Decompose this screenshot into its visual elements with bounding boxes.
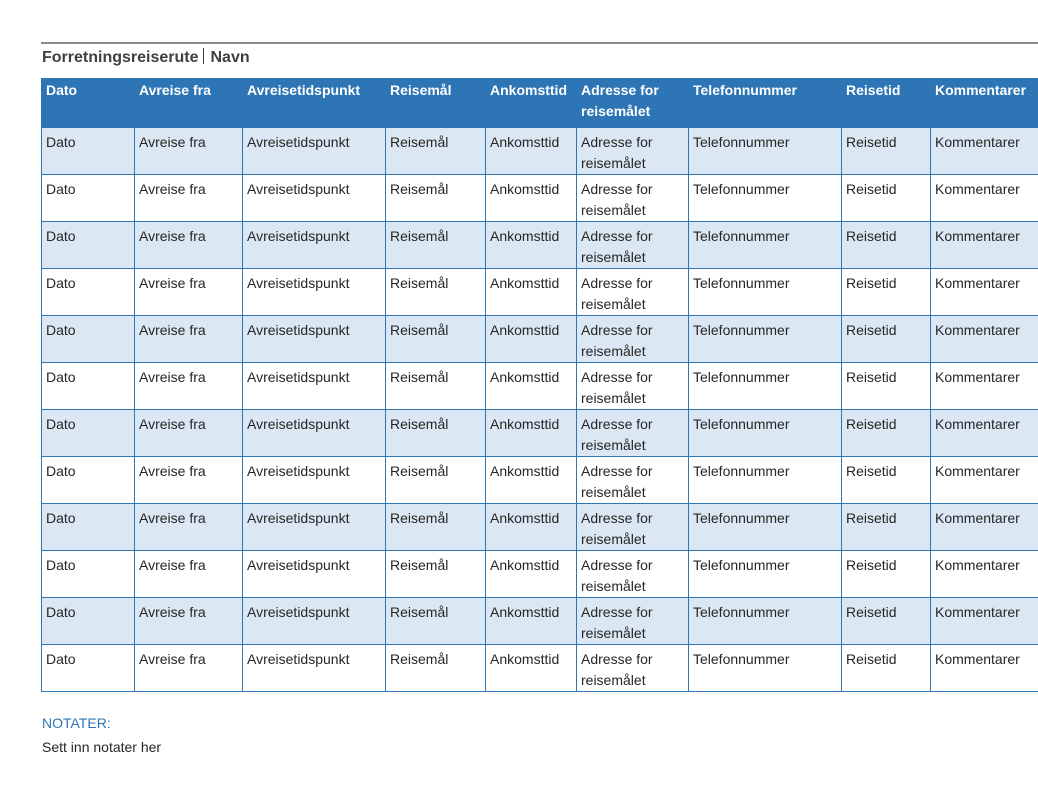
table-cell-destination-address[interactable]: Adresse for reisemålet <box>577 128 689 175</box>
table-cell-destination-address[interactable]: Adresse for reisemålet <box>577 410 689 457</box>
table-cell-destination-address[interactable]: Adresse for reisemålet <box>577 645 689 692</box>
table-cell-departure[interactable]: Avreise fra <box>135 128 243 175</box>
table-cell-departure[interactable]: Avreise fra <box>135 175 243 222</box>
table-cell-destination-address[interactable]: Adresse for reisemålet <box>577 457 689 504</box>
title-separator <box>203 48 204 64</box>
table-cell-arrival-time[interactable]: Ankomsttid <box>486 316 577 363</box>
table-cell-date[interactable]: Dato <box>42 645 135 692</box>
table-cell-date[interactable]: Dato <box>42 363 135 410</box>
table-cell-destination-address[interactable]: Adresse for reisemålet <box>577 363 689 410</box>
table-cell-departure-time[interactable]: Avreisetidspunkt <box>243 269 386 316</box>
table-cell-comments[interactable]: Kommentarer <box>931 504 1038 551</box>
table-cell-phone[interactable]: Telefonnummer <box>689 222 842 269</box>
table-cell-date[interactable]: Dato <box>42 269 135 316</box>
table-cell-travel-time[interactable]: Reisetid <box>842 551 931 598</box>
table-row <box>42 598 1038 645</box>
table-cell-date[interactable]: Dato <box>42 316 135 363</box>
table-cell-phone[interactable]: Telefonnummer <box>689 316 842 363</box>
table-cell-destination[interactable]: Reisemål <box>386 504 486 551</box>
table-cell-destination[interactable]: Reisemål <box>386 128 486 175</box>
table-cell-phone[interactable]: Telefonnummer <box>689 128 842 175</box>
table-cell-arrival-time[interactable]: Ankomsttid <box>486 504 577 551</box>
table-cell-destination-address[interactable]: Adresse for reisemålet <box>577 269 689 316</box>
table-cell-arrival-time[interactable]: Ankomsttid <box>486 598 577 645</box>
table-cell-departure[interactable]: Avreise fra <box>135 551 243 598</box>
table-cell-comments[interactable]: Kommentarer <box>931 316 1038 363</box>
column-header-destination-address: Adresse for reisemålet <box>577 79 689 128</box>
table-cell-date[interactable]: Dato <box>42 457 135 504</box>
name-field[interactable]: Navn <box>210 49 250 66</box>
table-cell-departure[interactable]: Avreise fra <box>135 598 243 645</box>
column-header-destination: Reisemål <box>386 79 486 128</box>
table-cell-destination[interactable]: Reisemål <box>386 175 486 222</box>
table-cell-destination[interactable]: Reisemål <box>386 222 486 269</box>
table-cell-arrival-time[interactable]: Ankomsttid <box>486 363 577 410</box>
table-cell-travel-time[interactable]: Reisetid <box>842 598 931 645</box>
table-cell-date[interactable]: Dato <box>42 504 135 551</box>
table-cell-arrival-time[interactable]: Ankomsttid <box>486 645 577 692</box>
column-header-departure: Avreise fra <box>135 79 243 128</box>
table-cell-destination-address[interactable]: Adresse for reisemålet <box>577 222 689 269</box>
table-cell-date[interactable]: Dato <box>42 410 135 457</box>
table-cell-departure[interactable]: Avreise fra <box>135 410 243 457</box>
table-cell-destination[interactable]: Reisemål <box>386 363 486 410</box>
table-cell-comments[interactable]: Kommentarer <box>931 269 1038 316</box>
table-cell-departure-time[interactable]: Avreisetidspunkt <box>243 551 386 598</box>
table-row <box>42 128 1038 175</box>
table-cell-travel-time[interactable]: Reisetid <box>842 410 931 457</box>
table-cell-date[interactable]: Dato <box>42 551 135 598</box>
table-cell-departure-time[interactable]: Avreisetidspunkt <box>243 128 386 175</box>
table-cell-travel-time[interactable]: Reisetid <box>842 269 931 316</box>
table-cell-destination[interactable]: Reisemål <box>386 410 486 457</box>
table-cell-departure[interactable]: Avreise fra <box>135 645 243 692</box>
table-cell-destination[interactable]: Reisemål <box>386 598 486 645</box>
table-cell-phone[interactable]: Telefonnummer <box>689 410 842 457</box>
table-row <box>42 175 1038 222</box>
table-cell-phone[interactable]: Telefonnummer <box>689 598 842 645</box>
column-header-arrival-time: Ankomsttid <box>486 79 577 128</box>
table-cell-arrival-time[interactable]: Ankomsttid <box>486 269 577 316</box>
table-cell-comments[interactable]: Kommentarer <box>931 128 1038 175</box>
table-cell-departure-time[interactable]: Avreisetidspunkt <box>243 410 386 457</box>
table-cell-destination[interactable]: Reisemål <box>386 457 486 504</box>
table-cell-comments[interactable]: Kommentarer <box>931 457 1038 504</box>
table-cell-departure[interactable]: Avreise fra <box>135 269 243 316</box>
table-row <box>42 457 1038 504</box>
table-cell-phone[interactable]: Telefonnummer <box>689 551 842 598</box>
table-cell-travel-time[interactable]: Reisetid <box>842 363 931 410</box>
table-cell-departure-time[interactable]: Avreisetidspunkt <box>243 175 386 222</box>
table-cell-arrival-time[interactable]: Ankomsttid <box>486 175 577 222</box>
table-cell-comments[interactable]: Kommentarer <box>931 363 1038 410</box>
table-cell-comments[interactable]: Kommentarer <box>931 410 1038 457</box>
table-cell-arrival-time[interactable]: Ankomsttid <box>486 128 577 175</box>
table-cell-date[interactable]: Dato <box>42 128 135 175</box>
table-row <box>42 363 1038 410</box>
table-cell-travel-time[interactable]: Reisetid <box>842 645 931 692</box>
title-rule <box>41 42 1038 44</box>
title-text[interactable]: Forretningsreiserute <box>42 49 199 66</box>
table-cell-destination-address[interactable]: Adresse for reisemålet <box>577 551 689 598</box>
table-row <box>42 316 1038 363</box>
table-cell-departure[interactable]: Avreise fra <box>135 316 243 363</box>
table-cell-arrival-time[interactable]: Ankomsttid <box>486 551 577 598</box>
table-cell-comments[interactable]: Kommentarer <box>931 551 1038 598</box>
itinerary-table <box>41 78 1038 692</box>
table-cell-arrival-time[interactable]: Ankomsttid <box>486 410 577 457</box>
column-header-phone: Telefonnummer <box>689 79 842 128</box>
table-cell-date[interactable]: Dato <box>42 222 135 269</box>
table-cell-destination-address[interactable]: Adresse for reisemålet <box>577 598 689 645</box>
table-cell-destination[interactable]: Reisemål <box>386 316 486 363</box>
table-cell-phone[interactable]: Telefonnummer <box>689 457 842 504</box>
table-row <box>42 551 1038 598</box>
table-cell-destination[interactable]: Reisemål <box>386 645 486 692</box>
table-cell-departure-time[interactable]: Avreisetidspunkt <box>243 504 386 551</box>
header-row <box>42 79 1038 128</box>
table-body <box>42 128 1038 692</box>
table-cell-destination[interactable]: Reisemål <box>386 269 486 316</box>
table-cell-departure[interactable]: Avreise fra <box>135 222 243 269</box>
table-cell-travel-time[interactable]: Reisetid <box>842 175 931 222</box>
table-cell-departure[interactable]: Avreise fra <box>135 363 243 410</box>
table-cell-travel-time[interactable]: Reisetid <box>842 504 931 551</box>
table-cell-travel-time[interactable]: Reisetid <box>842 316 931 363</box>
table-cell-phone[interactable]: Telefonnummer <box>689 504 842 551</box>
column-header-travel-time: Reisetid <box>842 79 931 128</box>
table-cell-comments[interactable]: Kommentarer <box>931 222 1038 269</box>
column-header-date: Dato <box>42 79 135 128</box>
table-cell-destination-address[interactable]: Adresse for reisemålet <box>577 316 689 363</box>
table-cell-departure[interactable]: Avreise fra <box>135 457 243 504</box>
table-cell-departure-time[interactable]: Avreisetidspunkt <box>243 457 386 504</box>
table-cell-arrival-time[interactable]: Ankomsttid <box>486 222 577 269</box>
table-cell-destination-address[interactable]: Adresse for reisemålet <box>577 175 689 222</box>
table-cell-comments[interactable]: Kommentarer <box>931 645 1038 692</box>
table-cell-departure-time[interactable]: Avreisetidspunkt <box>243 316 386 363</box>
table-cell-travel-time[interactable]: Reisetid <box>842 128 931 175</box>
table-cell-comments[interactable]: Kommentarer <box>931 598 1038 645</box>
table-cell-departure-time[interactable]: Avreisetidspunkt <box>243 645 386 692</box>
document-title <box>42 48 250 67</box>
table-cell-phone[interactable]: Telefonnummer <box>689 645 842 692</box>
column-header-departure-time: Avreisetidspunkt <box>243 79 386 128</box>
table-row <box>42 222 1038 269</box>
table-cell-travel-time[interactable]: Reisetid <box>842 457 931 504</box>
table-cell-phone[interactable]: Telefonnummer <box>689 363 842 410</box>
notes-heading: NOTATER: <box>42 715 111 731</box>
table-cell-date[interactable]: Dato <box>42 598 135 645</box>
table-cell-arrival-time[interactable]: Ankomsttid <box>486 457 577 504</box>
table-cell-departure-time[interactable]: Avreisetidspunkt <box>243 598 386 645</box>
table-cell-destination-address[interactable]: Adresse for reisemålet <box>577 504 689 551</box>
table-cell-comments[interactable]: Kommentarer <box>931 175 1038 222</box>
table-row <box>42 504 1038 551</box>
table-cell-phone[interactable]: Telefonnummer <box>689 175 842 222</box>
table-cell-destination[interactable]: Reisemål <box>386 551 486 598</box>
table-cell-departure-time[interactable]: Avreisetidspunkt <box>243 222 386 269</box>
column-header-comments: Kommentarer <box>931 79 1038 128</box>
table-row <box>42 410 1038 457</box>
table-cell-travel-time[interactable]: Reisetid <box>842 222 931 269</box>
table-row <box>42 645 1038 692</box>
table-cell-departure[interactable]: Avreise fra <box>135 504 243 551</box>
table-row <box>42 269 1038 316</box>
table-cell-phone[interactable]: Telefonnummer <box>689 269 842 316</box>
table-cell-departure-time[interactable]: Avreisetidspunkt <box>243 363 386 410</box>
table-cell-date[interactable]: Dato <box>42 175 135 222</box>
notes-text[interactable]: Sett inn notater her <box>42 739 162 755</box>
